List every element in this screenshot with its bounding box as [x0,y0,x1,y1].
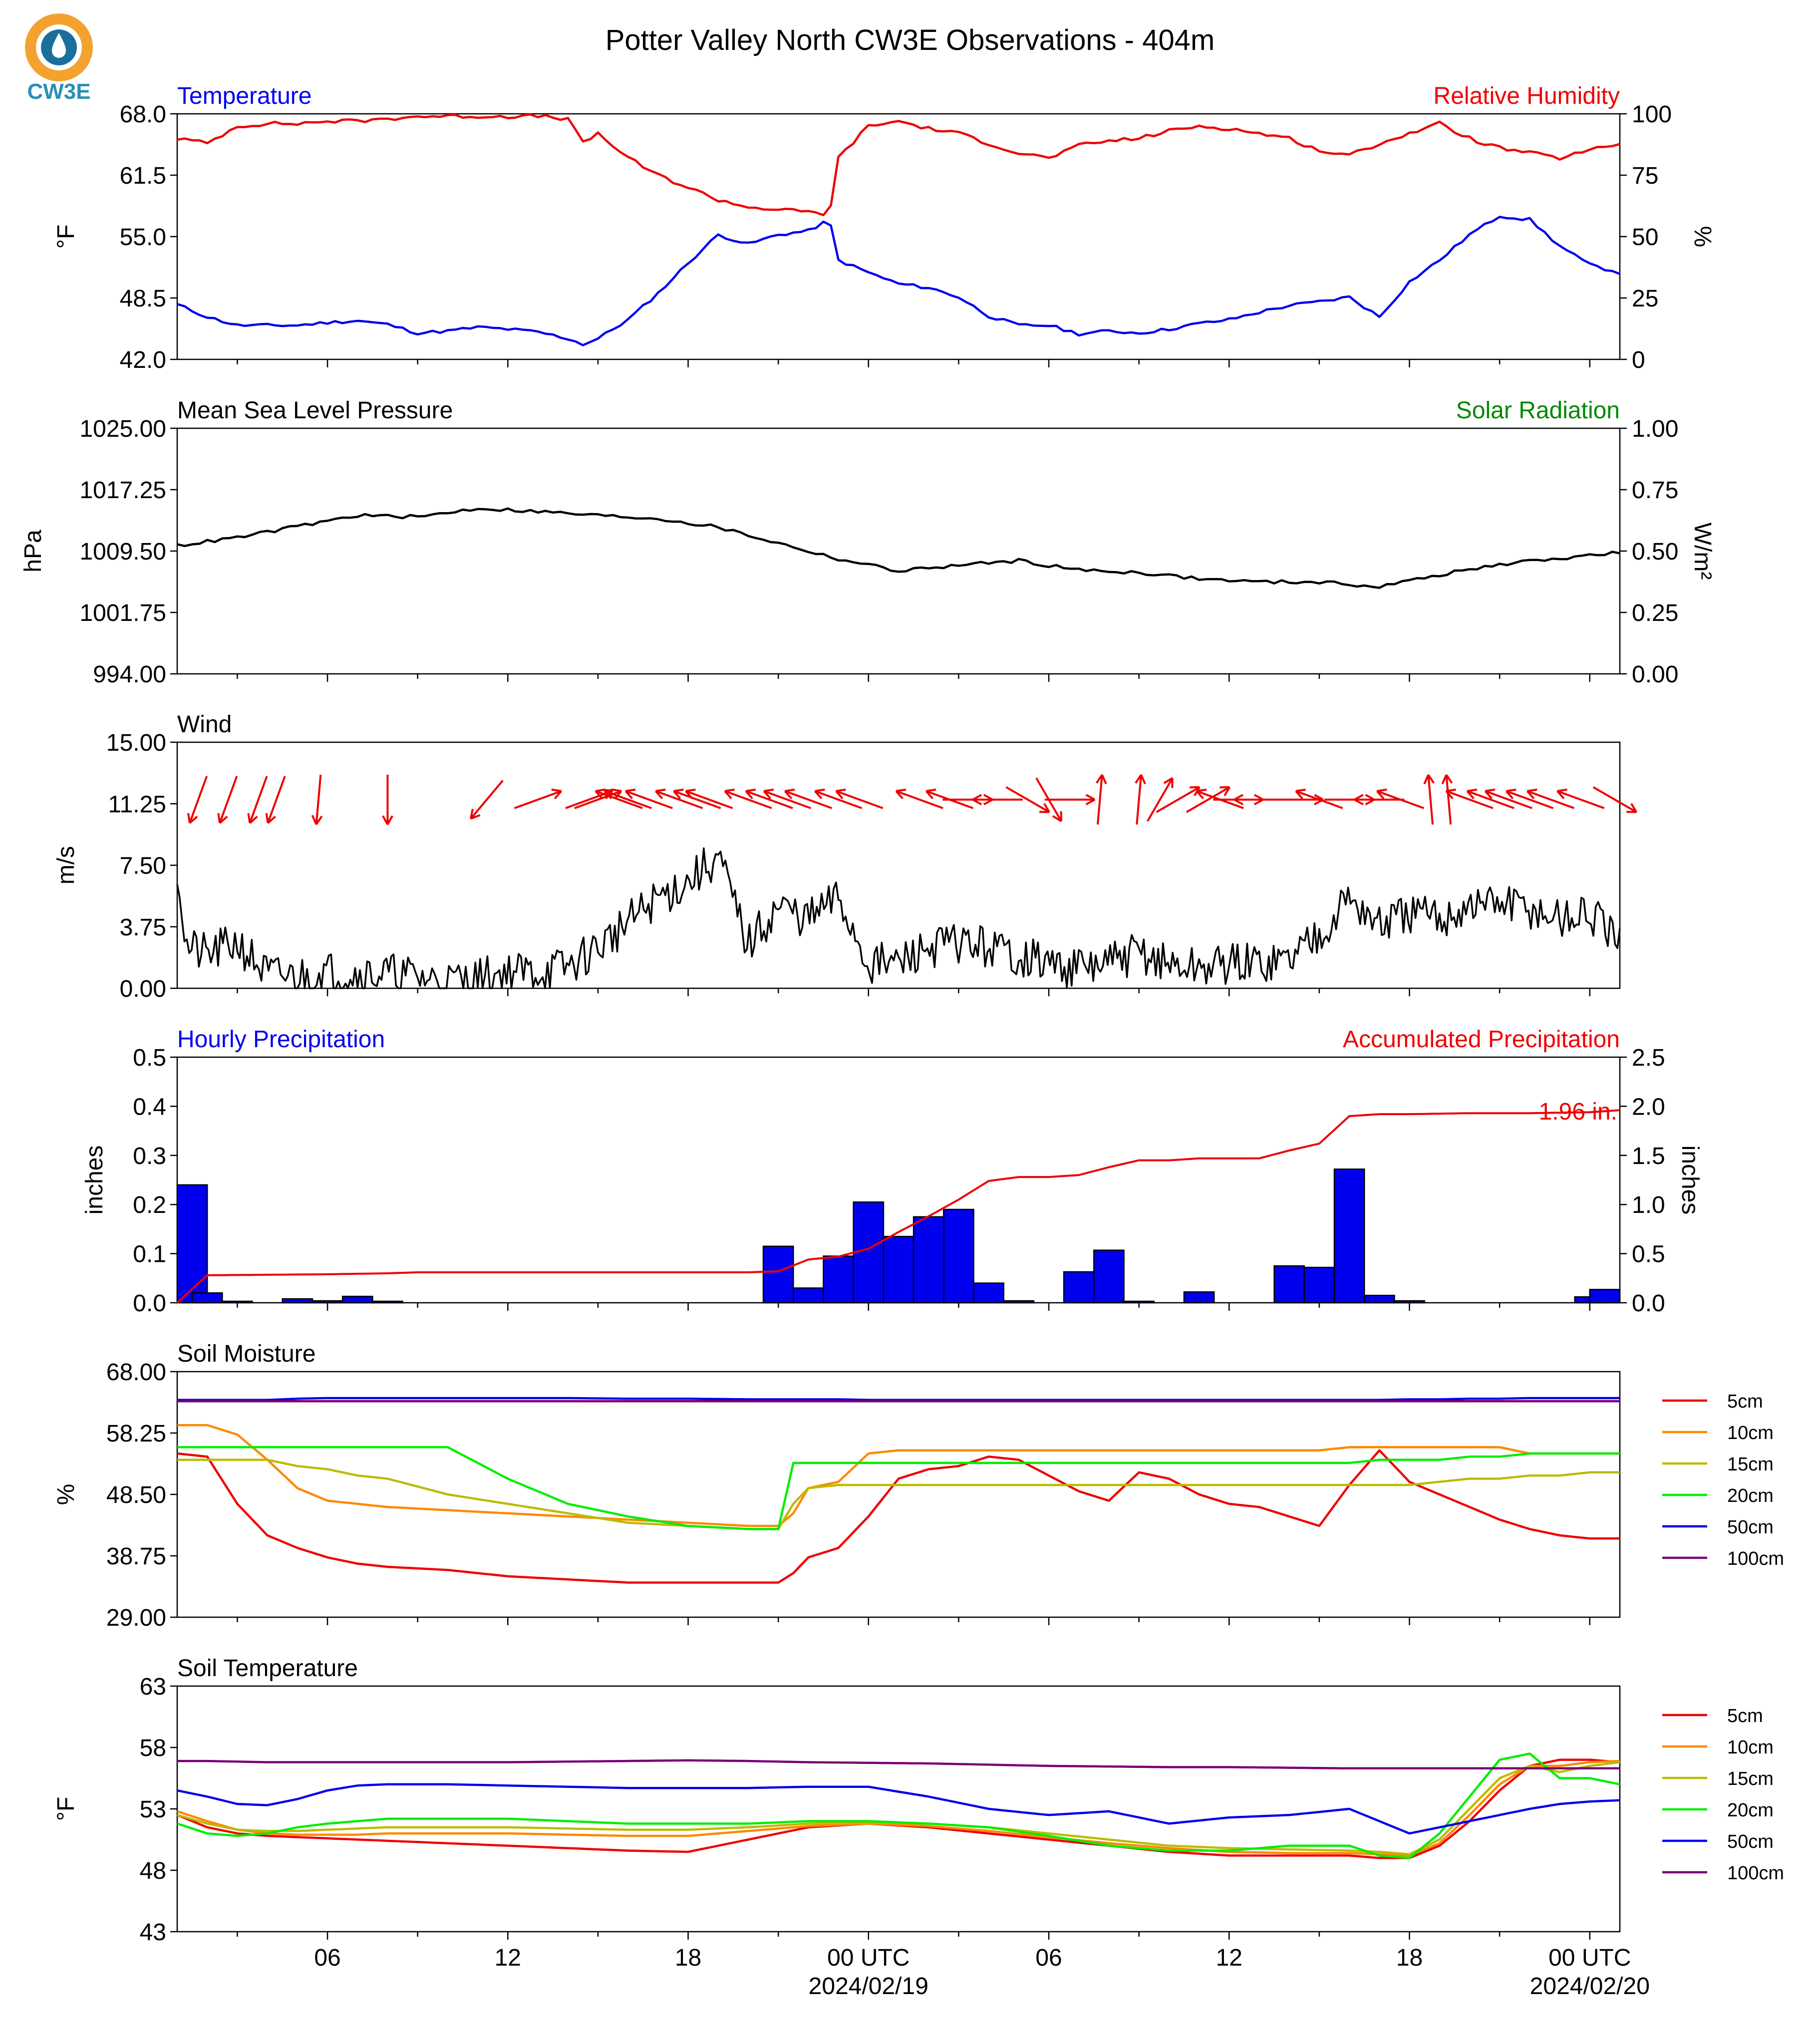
series-line-50cm [177,1398,1620,1400]
wind-arrow [190,776,207,823]
y-tick-label: 1001.75 [79,600,166,626]
y-right-tick-label: 50 [1632,224,1659,251]
cw3e-logo [25,13,93,104]
y-tick-label: 15.00 [106,730,166,756]
x-tick-label: 12 [1215,1945,1242,1971]
plot-frame [177,428,1620,674]
plot-frame [177,1372,1620,1617]
y-tick-label: 63 [139,1674,166,1700]
wind-arrow [471,781,503,819]
precip-bar [1304,1267,1334,1303]
wind-axis-label: m/s [53,846,79,885]
temperature-axis-label: °F [53,224,79,249]
accumulated-precip-title: Accumulated Precipitation [1343,1026,1620,1053]
series-line-wind [177,849,1620,989]
legend-label: 10cm [1727,1423,1774,1444]
series-line-relative-humidity [177,114,1620,215]
wind-arrow [268,776,285,823]
y-right-tick-label: 25 [1632,286,1659,312]
legend-label: 5cm [1727,1706,1763,1727]
x-tick-label: 06 [314,1945,341,1971]
y-tick-label: 11.25 [108,791,166,818]
y-tick-label: 1009.50 [79,539,166,565]
y-tick-label: 42.0 [119,347,166,373]
accum-total-annotation: 1.96 in. [1538,1099,1617,1125]
y-right-tick-label: 1.00 [1632,416,1679,442]
x-tick-label: 18 [1396,1945,1423,1971]
plot-frame [177,1686,1620,1932]
legend-label: 15cm [1727,1768,1774,1789]
y-right-tick-label: 75 [1632,163,1659,189]
y-tick-label: 1017.25 [79,477,166,504]
wind-arrow [515,791,562,808]
y-right-tick-label: 0.00 [1632,661,1679,688]
y-tick-label: 58.25 [106,1421,166,1447]
temperature-humidity-panel [53,83,1716,373]
y-tick-label: 0.2 [133,1192,166,1219]
pressure-title: Mean Sea Level Pressure [177,397,453,424]
y-tick-label: 29.00 [106,1605,166,1631]
legend-label: 50cm [1727,1831,1774,1852]
precip-bar [1394,1301,1424,1303]
y-tick-label: 68.0 [119,101,166,128]
x-tick-label: 00 UTC [1548,1945,1631,1971]
precip-bar [372,1301,402,1303]
plot-frame [177,742,1620,988]
precip-bar [1064,1272,1094,1303]
precip-bar [222,1301,252,1303]
y-right-tick-label: 2.5 [1632,1045,1665,1071]
precipitation-panel [81,1026,1703,1317]
y-tick-label: 68.00 [106,1359,166,1386]
legend-label: 15cm [1727,1454,1774,1475]
wind-arrow [1593,787,1637,812]
y-tick-label: 0.3 [133,1143,166,1169]
wind-arrow [250,776,267,823]
legend-label: 100cm [1727,1548,1785,1569]
x-date-label: 2024/02/20 [1529,1973,1650,2000]
y-tick-label: 7.50 [119,853,166,879]
y-right-tick-label: 0.75 [1632,477,1679,504]
legend-label: 50cm [1727,1517,1774,1538]
wind-arrow [1137,775,1141,825]
y-tick-label: 58 [139,1735,166,1761]
plot-frame [177,114,1620,359]
soil-moisture-axis-label: % [53,1483,79,1505]
precip-bar [1004,1301,1034,1303]
precip-bar [192,1293,222,1303]
pressure-axis-label: hPa [20,530,46,573]
y-tick-label: 3.75 [119,914,166,941]
legend-label: 20cm [1727,1485,1774,1506]
precip-bar [943,1209,973,1303]
precip-bar [177,1185,207,1303]
y-tick-label: 53 [139,1796,166,1823]
series-line-temperature [177,217,1620,345]
series-line-5cm [177,1450,1620,1583]
y-tick-label: 0.5 [133,1045,166,1071]
precip-bar [793,1288,823,1303]
precip-bar [1274,1266,1304,1303]
series-line-20cm [177,1447,1620,1529]
wind-title: Wind [177,711,232,738]
precip-bar [342,1296,372,1303]
y-tick-label: 0.4 [133,1094,166,1121]
y-tick-label: 0.0 [133,1290,166,1317]
y-tick-label: 994.00 [93,661,166,688]
y-right-tick-label: 0.0 [1632,1290,1665,1317]
y-tick-label: 43 [139,1919,166,1946]
accum-axis-label: inches [1677,1145,1703,1215]
x-tick-label: 18 [674,1945,702,1971]
x-tick-label: 12 [494,1945,521,1971]
soil-temperature-axis-label: °F [53,1796,79,1821]
series-line-100cm [177,1760,1620,1768]
wind-arrow [1446,775,1451,825]
y-right-tick-label: 0.25 [1632,600,1679,626]
y-right-tick-label: 100 [1632,101,1672,128]
precip-bar [763,1246,793,1303]
y-tick-label: 61.5 [119,163,166,189]
y-right-tick-label: 1.0 [1632,1192,1665,1219]
legend-label: 5cm [1727,1391,1763,1412]
humidity-axis-label: % [1689,226,1716,248]
precip-bar [1364,1295,1394,1303]
logo-text: CW3E [27,79,91,104]
precip-bar [1094,1250,1124,1303]
precip-bar [1124,1301,1154,1303]
y-right-tick-label: 2.0 [1632,1094,1665,1121]
legend-label: 20cm [1727,1800,1774,1821]
pressure-panel [20,397,1716,688]
y-right-tick-label: 0.50 [1632,539,1679,565]
precip-bar [1334,1169,1364,1303]
x-date-label: 2024/02/19 [808,1973,928,2000]
y-right-tick-label: 1.5 [1632,1143,1665,1169]
y-right-tick-label: 0.5 [1632,1241,1665,1268]
y-tick-label: 55.0 [119,224,166,251]
hourly-precip-title: Hourly Precipitation [177,1026,385,1053]
page-title: Potter Valley North CW3E Observations - 404m [605,24,1215,56]
legend-label: 10cm [1727,1737,1774,1758]
solar-axis-label: W/m² [1689,522,1716,580]
soil-temperature-title: Soil Temperature [177,1655,358,1682]
precip-bar [283,1299,312,1303]
y-right-tick-label: 0 [1632,347,1645,373]
precip-bar [1590,1289,1620,1303]
soil-moisture-title: Soil Moisture [177,1341,316,1367]
precip-bar [913,1217,943,1303]
precip-bar [823,1256,853,1303]
precip-bar [1184,1292,1214,1303]
y-tick-label: 38.75 [106,1543,166,1570]
precip-axis-label: inches [81,1145,108,1215]
precip-bar [312,1301,342,1303]
y-tick-label: 0.00 [119,976,166,1002]
wind-arrow [316,775,321,825]
wind-arrow [1148,778,1173,822]
soil-temperature-panel [53,1655,1784,1946]
wind-arrow [1428,775,1433,825]
series-line-15cm [177,1460,1620,1529]
wind-panel [53,711,1636,1002]
wind-arrow [1098,775,1102,825]
wind-arrow [220,776,237,823]
legend-label: 100cm [1727,1863,1785,1884]
wind-arrow [836,791,883,808]
solar-radiation-title: Solar Radiation [1456,397,1620,424]
y-tick-label: 48 [139,1858,166,1884]
soil-moisture-panel [53,1341,1784,1631]
relative-humidity-title: Relative Humidity [1433,83,1620,109]
temperature-title: Temperature [177,83,312,109]
y-tick-label: 48.5 [119,286,166,312]
x-tick-label: 06 [1035,1945,1062,1971]
y-tick-label: 1025.00 [79,416,166,442]
y-tick-label: 0.1 [133,1241,166,1268]
y-tick-label: 48.50 [106,1482,166,1508]
series-line-mean-sea-level-pressure [177,509,1620,588]
precip-bar [974,1283,1004,1303]
precip-bar [884,1236,913,1303]
x-tick-label: 00 UTC [827,1945,910,1971]
series-line-5cm [177,1760,1620,1858]
